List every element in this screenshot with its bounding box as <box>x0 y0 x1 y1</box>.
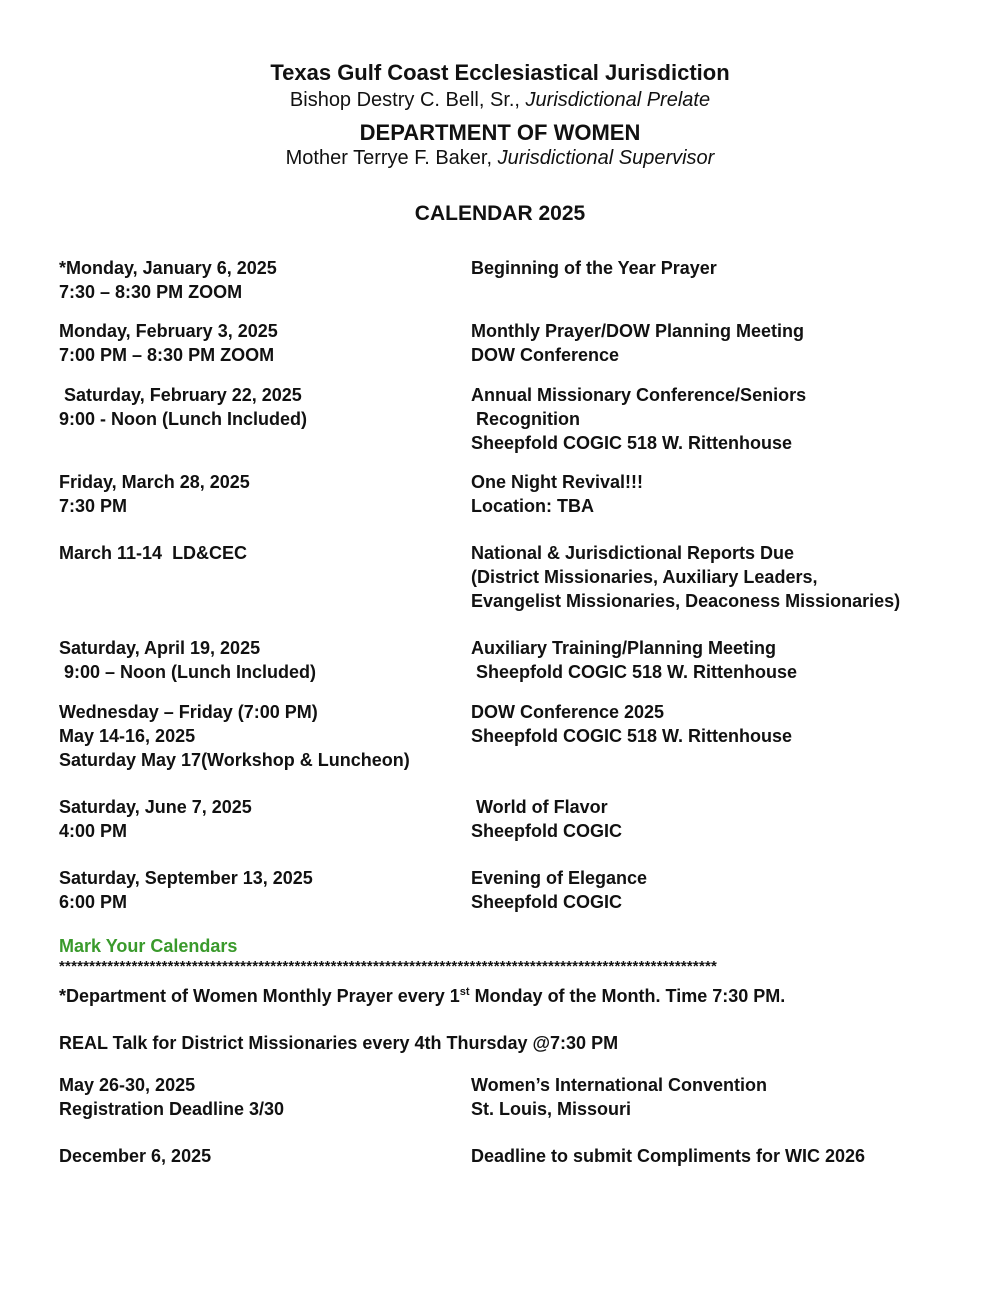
event-time-line: 6:00 PM <box>59 892 128 912</box>
event-title-line: World of Flavor <box>471 797 608 817</box>
ordinal-suffix: st <box>459 986 470 998</box>
event-date-line: May 14-16, 2025 <box>59 726 196 746</box>
event-date-line: Saturday, June 7, 2025 <box>59 797 252 817</box>
event-title-line: Women’s International Convention <box>471 1075 768 1095</box>
event-detail-line: Registration Deadline 3/30 <box>59 1099 285 1119</box>
event-time-line: 4:00 PM <box>59 821 128 841</box>
event-title-line: Recognition <box>471 409 580 429</box>
event-date-line: March 11-14 LD&CEC <box>59 543 248 563</box>
event-date-line: Saturday, September 13, 2025 <box>59 868 313 888</box>
event-date-line: *Monday, January 6, 2025 <box>59 258 277 278</box>
event-title-line: Auxiliary Training/Planning Meeting <box>471 638 777 658</box>
event-date-line: Saturday, February 22, 2025 <box>59 385 302 405</box>
event-detail-line: Evangelist Missionaries, Deaconess Missionaries) <box>471 591 901 611</box>
event-date-line: Saturday May 17(Workshop & Luncheon) <box>59 750 410 770</box>
real-talk-note: REAL Talk for District Missionaries every 4th Thursday @7:30 PM <box>59 1033 619 1053</box>
event-location-line: Sheepfold COGIC 518 W. Rittenhouse <box>471 662 798 682</box>
prelate-title: Jurisdictional Prelate <box>525 89 711 111</box>
event-location-line: Location: TBA <box>471 496 594 516</box>
event-detail-line: (District Missionaries, Auxiliary Leaders, <box>471 567 818 587</box>
event-title-line: National & Jurisdictional Reports Due <box>471 543 795 563</box>
supervisor-name: Mother Terrye F. Baker, <box>285 147 498 169</box>
supervisor-line <box>0 147 1000 170</box>
event-location-line: Sheepfold COGIC 518 W. Rittenhouse <box>471 726 793 746</box>
event-location-line: Sheepfold COGIC 518 W. Rittenhouse <box>471 433 793 453</box>
event-title-line: DOW Conference 2025 <box>471 702 665 722</box>
event-time-line: 9:00 – Noon (Lunch Included) <box>59 662 317 682</box>
event-location-line: Sheepfold COGIC <box>471 821 623 841</box>
event-title-line: Beginning of the Year Prayer <box>471 258 717 278</box>
event-location-line: St. Louis, Missouri <box>471 1099 632 1119</box>
event-title-line: Evening of Elegance <box>471 868 648 888</box>
department-title: DEPARTMENT OF WOMEN <box>359 120 641 145</box>
event-date-line: Wednesday – Friday (7:00 PM) <box>59 702 318 722</box>
event-title-line: One Night Revival!!! <box>471 472 644 492</box>
prelate-name: Bishop Destry C. Bell, Sr., <box>289 89 526 111</box>
event-time-line: 7:00 PM – 8:30 PM ZOOM <box>59 345 275 365</box>
supervisor-title: Jurisdictional Supervisor <box>497 147 715 169</box>
event-location-line: Sheepfold COGIC <box>471 892 623 912</box>
prelate-line <box>0 89 1000 112</box>
event-date-line: Friday, March 28, 2025 <box>59 472 250 492</box>
calendar-title: CALENDAR 2025 <box>414 202 586 225</box>
event-date-line: Saturday, April 19, 2025 <box>59 638 261 658</box>
event-date-line: December 6, 2025 <box>59 1146 212 1166</box>
event-detail-line: DOW Conference <box>471 345 620 365</box>
monthly-prayer-text-end: Monday of the Month. Time 7:30 PM. <box>469 986 786 1006</box>
event-date-line: May 26-30, 2025 <box>59 1075 196 1095</box>
monthly-prayer-text: *Department of Women Monthly Prayer every 1 <box>59 986 460 1006</box>
event-time-line: 7:30 PM <box>59 496 128 516</box>
event-title-line: Monthly Prayer/DOW Planning Meeting <box>471 321 805 341</box>
monthly-prayer-note <box>59 986 785 1007</box>
event-title-line: Deadline to submit Compliments for WIC 2026 <box>471 1146 866 1166</box>
mark-your-calendars-heading: Mark Your Calendars <box>59 936 238 956</box>
event-title-line: Annual Missionary Conference/Seniors <box>471 385 807 405</box>
event-time-line: 7:30 – 8:30 PM ZOOM <box>59 282 243 302</box>
org-title: Texas Gulf Coast Ecclesiastical Jurisdiction <box>270 60 730 85</box>
event-time-line: 9:00 - Noon (Lunch Included) <box>59 409 307 429</box>
event-date-line: Monday, February 3, 2025 <box>59 321 278 341</box>
asterisk-divider: ************************************************************************************************************* <box>59 958 718 975</box>
